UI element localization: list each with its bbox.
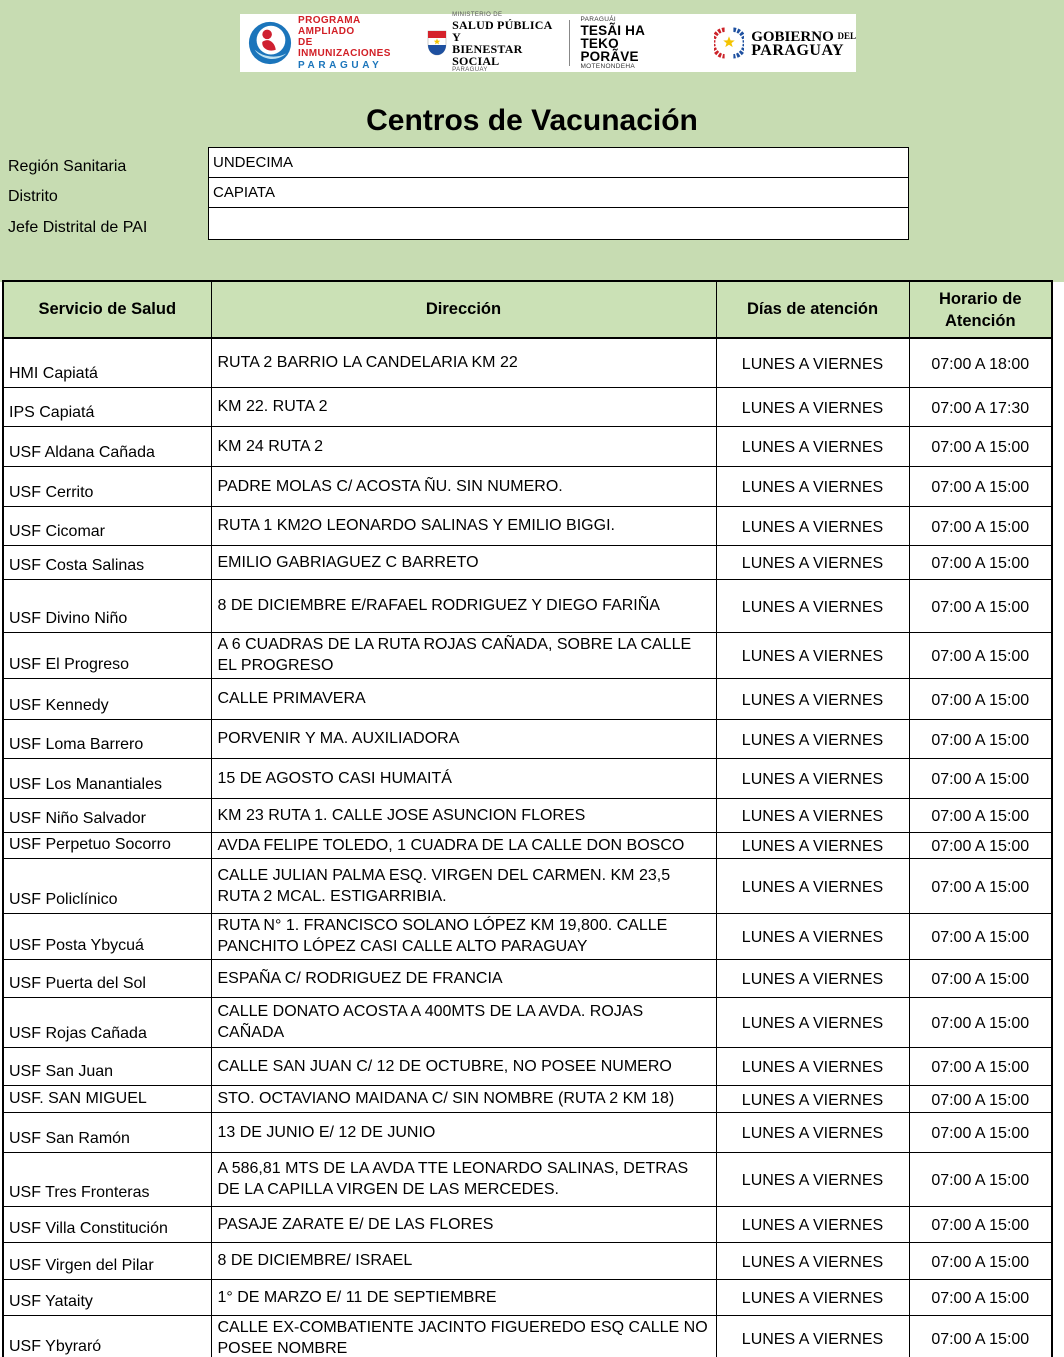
gobierno-wreath-icon	[714, 26, 751, 60]
dias-cell: LUNES A VIERNES	[716, 858, 909, 913]
dias-cell: LUNES A VIERNES	[716, 1112, 909, 1152]
vaccination-table	[2, 280, 1053, 1357]
horario-cell: 07:00 A 15:00	[909, 426, 1052, 466]
horario-cell: 07:00 A 15:00	[909, 1152, 1052, 1206]
table-row	[3, 1315, 1052, 1357]
horario-cell: 07:00 A 15:00	[909, 1206, 1052, 1242]
direccion-cell: CALLE PRIMAVERA	[211, 678, 716, 719]
horario-cell: 07:00 A 15:00	[909, 466, 1052, 506]
ministry-logo	[427, 12, 555, 74]
dias-cell: LUNES A VIERNES	[716, 1047, 909, 1085]
direccion-cell: CALLE JULIAN PALMA ESQ. VIRGEN DEL CARMEN. KM 23,5 RUTA 2 MCAL. ESTIGARRIBIA.	[211, 858, 716, 913]
dias-cell: LUNES A VIERNES	[716, 545, 909, 579]
horario-cell: 07:00 A 15:00	[909, 1279, 1052, 1315]
table-row	[3, 858, 1052, 913]
direccion-cell: PORVENIR Y MA. AUXILIADORA	[211, 719, 716, 758]
servicio-cell: USF Kennedy	[3, 678, 211, 719]
dias-cell: LUNES A VIERNES	[716, 387, 909, 426]
servicio-cell: USF San Juan	[3, 1047, 211, 1085]
ministry-line2: BIENESTAR SOCIAL	[452, 42, 523, 68]
table-row	[3, 1279, 1052, 1315]
horario-cell: 07:00 A 15:00	[909, 997, 1052, 1047]
table-row	[3, 832, 1052, 858]
table-row	[3, 466, 1052, 506]
distrito-label: Distrito	[8, 188, 58, 205]
table-row	[3, 678, 1052, 719]
servicio-cell: IPS Capiatá	[3, 387, 211, 426]
direccion-cell: RUTA 2 BARRIO LA CANDELARIA KM 22	[211, 338, 716, 387]
dias-cell: LUNES A VIERNES	[716, 632, 909, 678]
servicio-cell: USF Costa Salinas	[3, 545, 211, 579]
table-header-row	[3, 281, 1052, 338]
servicio-cell: USF Posta Ybycuá	[3, 913, 211, 959]
jefe-distrital-input[interactable]	[208, 207, 909, 240]
horario-cell: 07:00 A 15:00	[909, 1315, 1052, 1357]
pai-logo-icon	[247, 20, 293, 66]
table-row	[3, 719, 1052, 758]
col-header-direccion: Dirección	[211, 281, 716, 338]
direccion-cell: PASAJE ZARATE E/ DE LAS FLORES	[211, 1206, 716, 1242]
table-row	[3, 338, 1052, 387]
horario-cell: 07:00 A 18:00	[909, 338, 1052, 387]
distrito-input[interactable]: CAPIATA	[208, 177, 909, 208]
servicio-cell: USF Divino Niño	[3, 579, 211, 632]
dias-cell: LUNES A VIERNES	[716, 1152, 909, 1206]
dias-cell: LUNES A VIERNES	[716, 678, 909, 719]
dias-cell: LUNES A VIERNES	[716, 798, 909, 832]
direccion-cell: KM 24 RUTA 2	[211, 426, 716, 466]
dias-cell: LUNES A VIERNES	[716, 1206, 909, 1242]
direccion-cell: RUTA 1 KM2O LEONARDO SALINAS Y EMILIO BIGGI.	[211, 506, 716, 545]
pai-logo-text	[298, 15, 399, 71]
servicio-cell: USF. SAN MIGUEL	[3, 1085, 211, 1112]
table-row	[3, 387, 1052, 426]
table-row	[3, 1112, 1052, 1152]
servicio-cell: USF Ybyraró	[3, 1315, 211, 1357]
dias-cell: LUNES A VIERNES	[716, 997, 909, 1047]
direccion-cell: ESPAÑA C/ RODRIGUEZ DE FRANCIA	[211, 959, 716, 997]
horario-cell: 07:00 A 15:00	[909, 1242, 1052, 1279]
direccion-cell: 8 DE DICIEMBRE/ ISRAEL	[211, 1242, 716, 1279]
logo-divider	[569, 20, 570, 66]
pai-logo	[247, 15, 399, 71]
horario-cell: 07:00 A 15:00	[909, 858, 1052, 913]
table-row	[3, 913, 1052, 959]
servicio-cell: USF Policlínico	[3, 858, 211, 913]
table-row	[3, 1047, 1052, 1085]
col-header-dias: Días de atención	[716, 281, 909, 338]
table-row	[3, 959, 1052, 997]
ministry-small-bottom: PARAGUAY	[452, 67, 488, 73]
dias-cell: LUNES A VIERNES	[716, 466, 909, 506]
gobierno-logo-text	[751, 29, 856, 58]
servicio-cell: USF Perpetuo Socorro	[3, 832, 211, 858]
horario-cell: 07:00 A 15:00	[909, 579, 1052, 632]
servicio-cell: USF Loma Barrero	[3, 719, 211, 758]
horario-cell: 07:00 A 17:30	[909, 387, 1052, 426]
direccion-cell: 1° DE MARZO E/ 11 DE SEPTIEMBRE	[211, 1279, 716, 1315]
col-header-horario: Horario de Atención	[909, 281, 1052, 338]
servicio-cell: USF Villa Constitución	[3, 1206, 211, 1242]
servicio-cell: USF Los Manantiales	[3, 758, 211, 798]
table-row	[3, 506, 1052, 545]
direccion-cell: 15 DE AGOSTO CASI HUMAITÁ	[211, 758, 716, 798]
table-row	[3, 632, 1052, 678]
horario-cell: 07:00 A 15:00	[909, 506, 1052, 545]
horario-cell: 07:00 A 15:00	[909, 719, 1052, 758]
gobierno-line2: PARAGUAY	[751, 41, 845, 59]
servicio-cell: HMI Capiatá	[3, 338, 211, 387]
horario-cell: 07:00 A 15:00	[909, 758, 1052, 798]
jefe-distrital-label: Jefe Distrital de PAI	[8, 219, 148, 236]
servicio-cell: USF El Progreso	[3, 632, 211, 678]
gobierno-line1: GOBIERNO DEL	[751, 28, 856, 45]
direccion-cell: A 6 CUADRAS DE LA RUTA ROJAS CAÑADA, SOBRE LA CALLE EL PROGRESO	[211, 632, 716, 678]
logo-strip	[240, 14, 856, 72]
servicio-cell: USF Cerrito	[3, 466, 211, 506]
horario-cell: 07:00 A 15:00	[909, 1085, 1052, 1112]
ministry-line1: SALUD PÚBLICA Y	[452, 18, 552, 44]
direccion-cell: EMILIO GABRIAGUEZ C BARRETO	[211, 545, 716, 579]
tesai-line2: PORÃVE	[580, 48, 639, 64]
tesai-logo	[580, 16, 674, 71]
direccion-cell: CALLE EX-COMBATIENTE JACINTO FIGUEREDO ESQ CALLE NO POSEE NOMBRE	[211, 1315, 716, 1357]
gobierno-logo	[714, 26, 856, 60]
horario-cell: 07:00 A 15:00	[909, 632, 1052, 678]
horario-cell: 07:00 A 15:00	[909, 678, 1052, 719]
direccion-cell: CALLE SAN JUAN C/ 12 DE OCTUBRE, NO POSEE NUMERO	[211, 1047, 716, 1085]
dias-cell: LUNES A VIERNES	[716, 426, 909, 466]
horario-cell: 07:00 A 15:00	[909, 959, 1052, 997]
direccion-cell: AVDA FELIPE TOLEDO, 1 CUADRA DE LA CALLE DON BOSCO	[211, 832, 716, 858]
dias-cell: LUNES A VIERNES	[716, 959, 909, 997]
direccion-cell: 8 DE DICIEMBRE E/RAFAEL RODRIGUEZ Y DIEGO FARIÑA	[211, 579, 716, 632]
horario-cell: 07:00 A 15:00	[909, 832, 1052, 858]
direccion-cell: KM 22. RUTA 2	[211, 387, 716, 426]
table-row	[3, 997, 1052, 1047]
table-row	[3, 545, 1052, 579]
table-row	[3, 1206, 1052, 1242]
servicio-cell: USF Niño Salvador	[3, 798, 211, 832]
dias-cell: LUNES A VIERNES	[716, 338, 909, 387]
horario-cell: 07:00 A 15:00	[909, 1047, 1052, 1085]
table-row	[3, 1152, 1052, 1206]
table-row	[3, 758, 1052, 798]
pai-line2: DE INMUNIZACIONES	[298, 37, 391, 59]
servicio-cell: USF San Ramón	[3, 1112, 211, 1152]
tesai-small-top: PARAGUÁI	[580, 15, 616, 23]
dias-cell: LUNES A VIERNES	[716, 1279, 909, 1315]
dias-cell: LUNES A VIERNES	[716, 913, 909, 959]
horario-cell: 07:00 A 15:00	[909, 913, 1052, 959]
tesai-logo-text	[580, 16, 674, 71]
tesai-small-bottom: MOTENONDEHA	[580, 62, 636, 70]
servicio-cell: USF Tres Fronteras	[3, 1152, 211, 1206]
table-row	[3, 426, 1052, 466]
servicio-cell: USF Puerta del Sol	[3, 959, 211, 997]
direccion-cell: PADRE MOLAS C/ ACOSTA ÑU. SIN NUMERO.	[211, 466, 716, 506]
ministry-logo-text	[452, 12, 555, 74]
col-header-servicio: Servicio de Salud	[3, 281, 211, 338]
tesai-line1: TESÃI HA TEKO	[580, 22, 645, 51]
direccion-cell: CALLE DONATO ACOSTA A 400MTS DE LA AVDA. ROJAS CAÑADA	[211, 997, 716, 1047]
direccion-cell: 13 DE JUNIO E/ 12 DE JUNIO	[211, 1112, 716, 1152]
page-title: Centros de Vacunación	[366, 104, 698, 137]
dias-cell: LUNES A VIERNES	[716, 719, 909, 758]
table-row	[3, 1242, 1052, 1279]
servicio-cell: USF Aldana Cañada	[3, 426, 211, 466]
dias-cell: LUNES A VIERNES	[716, 579, 909, 632]
servicio-cell: USF Yataity	[3, 1279, 211, 1315]
pai-line3: PARAGUAY	[298, 60, 383, 71]
dias-cell: LUNES A VIERNES	[716, 758, 909, 798]
direccion-cell: STO. OCTAVIANO MAIDANA C/ SIN NOMBRE (RUTA 2 KM 18)	[211, 1085, 716, 1112]
pai-line1: PROGRAMA AMPLIADO	[298, 15, 361, 37]
servicio-cell: USF Cicomar	[3, 506, 211, 545]
direccion-cell: RUTA N° 1. FRANCISCO SOLANO LÓPEZ KM 19,800. CALLE PANCHITO LÓPEZ CASI CALLE ALTO PARAGUAY	[211, 913, 716, 959]
table-row	[3, 798, 1052, 832]
servicio-cell: USF Rojas Cañada	[3, 997, 211, 1047]
region-sanitaria-label: Región Sanitaria	[8, 158, 127, 175]
dias-cell: LUNES A VIERNES	[716, 1085, 909, 1112]
ministry-shield-icon	[427, 30, 452, 56]
horario-cell: 07:00 A 15:00	[909, 545, 1052, 579]
dias-cell: LUNES A VIERNES	[716, 832, 909, 858]
horario-cell: 07:00 A 15:00	[909, 798, 1052, 832]
servicio-cell: USF Virgen del Pilar	[3, 1242, 211, 1279]
dias-cell: LUNES A VIERNES	[716, 506, 909, 545]
ministry-small-top: MINISTERIO DE	[452, 12, 503, 18]
direccion-cell: A 586,81 MTS DE LA AVDA TTE LEONARDO SALINAS, DETRAS DE LA CAPILLA VIRGEN DE LAS MERCEDES.	[211, 1152, 716, 1206]
table-row	[3, 1085, 1052, 1112]
dias-cell: LUNES A VIERNES	[716, 1315, 909, 1357]
direccion-cell: KM 23 RUTA 1. CALLE JOSE ASUNCION FLORES	[211, 798, 716, 832]
dias-cell: LUNES A VIERNES	[716, 1242, 909, 1279]
table-body	[3, 338, 1052, 1357]
horario-cell: 07:00 A 15:00	[909, 1112, 1052, 1152]
region-sanitaria-input[interactable]: UNDECIMA	[208, 147, 909, 178]
table-row	[3, 579, 1052, 632]
